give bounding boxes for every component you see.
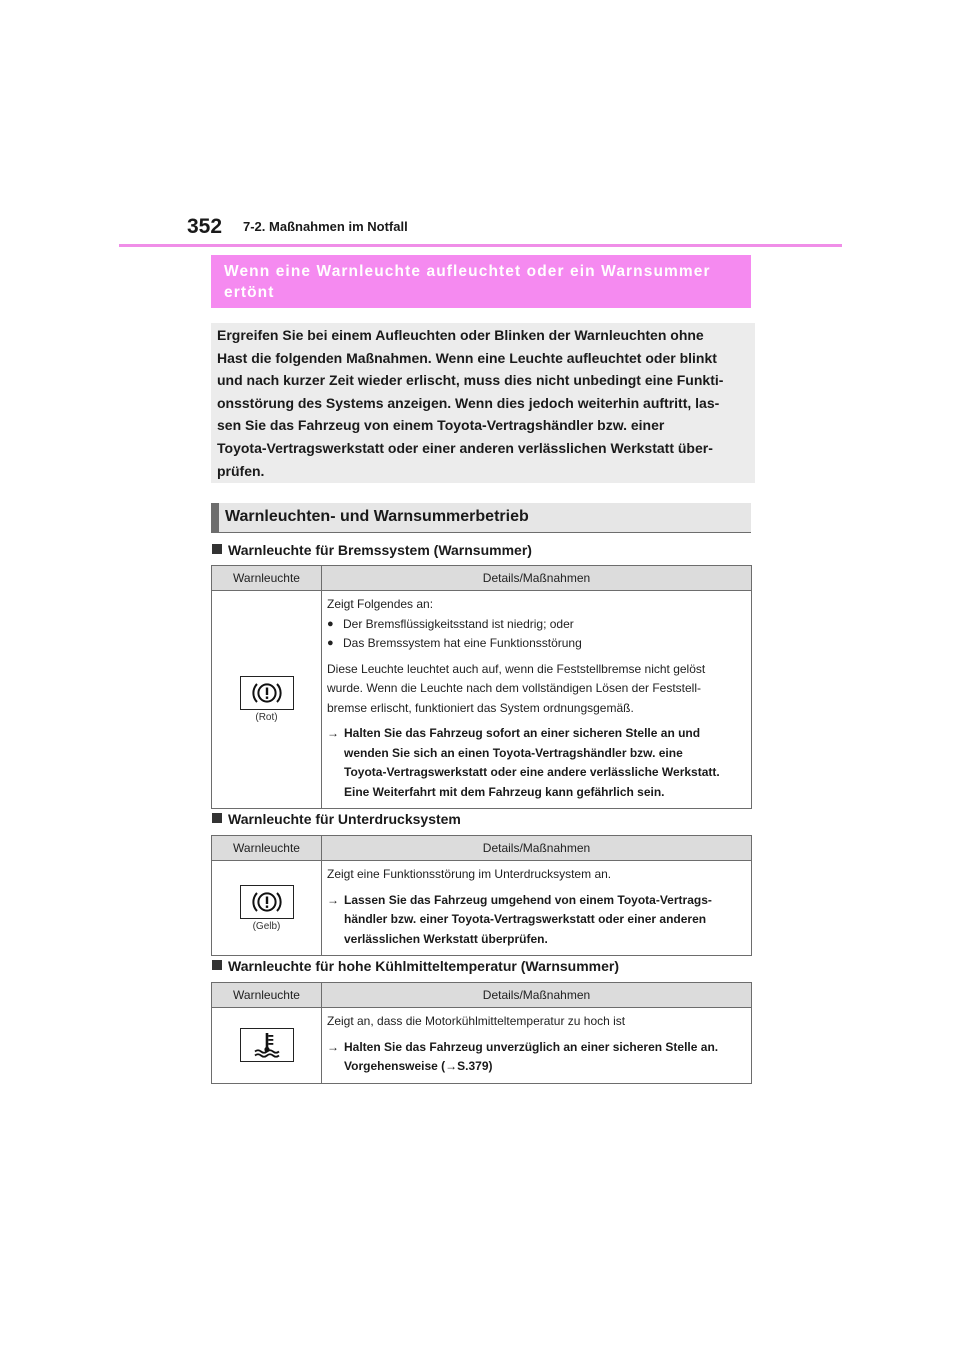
- action-line: wenden Sie sich an einen Toyota-Vertragshändler bzw. eine: [344, 745, 683, 760]
- warning-light-cell: [212, 1008, 322, 1084]
- column-header-warning-light: Warnleuchte: [212, 836, 322, 861]
- arrow-icon: →: [327, 726, 339, 740]
- action-line: → Halten Sie das Fahrzeug unverzüglich an einer sicheren Stelle an.: [327, 1038, 746, 1058]
- brake-warning-table: [211, 565, 752, 809]
- action-line: → Halten Sie das Fahrzeug sofort an einer sicheren Stelle an und: [327, 724, 746, 744]
- details-intro: Zeigt eine Funktionsstörung im Unterdrucksystem an.: [327, 867, 612, 881]
- intro-line: onsstörung des Systems anzeigen. Wenn dies jedoch weiterhin auftritt, las-: [217, 394, 720, 411]
- chapter-banner: [211, 255, 751, 308]
- details-cell: [322, 1008, 752, 1084]
- warning-light-cell: [212, 861, 322, 956]
- intro-line: Toyota-Vertragswerkstatt oder einer anderen verlässlichen Werkstatt über-: [217, 439, 713, 456]
- section-heading-rule: [211, 532, 751, 533]
- icon-color-caption: (Gelb): [252, 920, 281, 932]
- section-reference: 7-2. Maßnahmen im Notfall: [243, 219, 408, 234]
- subheading-brake: [212, 541, 532, 559]
- vacuum-warning-icon: [240, 885, 294, 919]
- column-header-warning-light: Warnleuchte: [212, 983, 322, 1008]
- coolant-warning-table: [211, 982, 752, 1084]
- details-cell: [322, 591, 752, 809]
- action-line: verlässlichen Werkstatt überprüfen.: [344, 931, 548, 946]
- icon-color-caption: (Rot): [255, 712, 278, 723]
- intro-line: Ergreifen Sie bei einem Aufleuchten oder Blinken der Warnleuchten ohne: [217, 327, 704, 343]
- details-text-line: wurde. Wenn die Leuchte nach dem vollständigen Lösen der Feststell-: [327, 681, 701, 695]
- intro-line: Hast die folgenden Maßnahmen. Wenn eine Leuchte aufleuchtet oder blinkt: [217, 349, 717, 366]
- square-bullet-icon: [212, 960, 222, 970]
- subheading-text: Warnleuchte für Bremssystem (Warnsummer): [228, 542, 532, 558]
- bullet-icon: ●: [327, 617, 334, 630]
- details-cell: [322, 861, 752, 956]
- subheading-vacuum: [212, 810, 461, 828]
- banner-line-1: Wenn eine Warnleuchte aufleuchtet oder ein Warnsummer: [224, 263, 711, 280]
- square-bullet-icon: [212, 544, 222, 554]
- intro-line: prüfen.: [217, 462, 265, 479]
- square-bullet-icon: [212, 813, 222, 823]
- section-heading: Warnleuchten- und Warnsummerbetrieb: [211, 503, 751, 532]
- bullet-icon: ●: [327, 637, 334, 649]
- action-line: händler bzw. einer Toyota-Vertragswerkstatt oder einer anderen: [344, 912, 707, 926]
- action-line: Vorgehensweise (→S.379): [344, 1059, 493, 1073]
- intro-line: sen Sie das Fahrzeug von einem Toyota-Vertragshändler bzw. einer: [217, 417, 665, 434]
- details-text-line: Diese Leuchte leuchtet auch auf, wenn die Feststellbremse nicht gelöst: [327, 661, 706, 676]
- column-header-details: Details/Maßnahmen: [322, 566, 752, 591]
- action-line: Eine Weiterfahrt mit dem Fahrzeug kann gefährlich sein.: [344, 784, 665, 799]
- column-header-warning-light: Warnleuchte: [212, 566, 322, 591]
- intro-box: [211, 323, 755, 483]
- column-header-details: Details/Maßnahmen: [322, 836, 752, 861]
- arrow-icon: →: [327, 1039, 339, 1054]
- subheading-text: Warnleuchte für hohe Kühlmitteltemperatur (Warnsummer): [228, 958, 620, 974]
- header-divider: [119, 244, 842, 247]
- banner-line-2: ertönt: [224, 284, 275, 301]
- page-number: 352: [187, 215, 223, 238]
- list-item: ● Das Bremssystem hat eine Funktionsstörung: [327, 634, 746, 654]
- details-intro: Zeigt Folgendes an:: [327, 597, 434, 611]
- coolant-temperature-icon: [240, 1028, 294, 1062]
- intro-line: und nach kurzer Zeit wieder erlischt, muss dies nicht unbedingt eine Funkti-: [217, 372, 724, 389]
- action-line: Toyota-Vertragswerkstatt oder eine andere verlässliche Werkstatt.: [344, 765, 720, 779]
- details-text-line: bremse erlischt, funktioniert das System ordnungsgemäß.: [327, 700, 634, 715]
- warning-light-cell: [212, 591, 322, 809]
- subheading-coolant: [212, 957, 619, 975]
- details-intro: Zeigt an, dass die Motorkühlmitteltemperatur zu hoch ist: [327, 1014, 626, 1028]
- brake-warning-icon: [240, 676, 294, 710]
- action-line: → Lassen Sie das Fahrzeug umgehend von einem Toyota-Vertrags-: [327, 891, 746, 911]
- subheading-text: Warnleuchte für Unterdrucksystem: [228, 811, 461, 827]
- column-header-details: Details/Maßnahmen: [322, 983, 752, 1008]
- arrow-icon: →: [327, 892, 339, 907]
- vacuum-warning-table: [211, 835, 752, 956]
- list-item: ● Der Bremsflüssigkeitsstand ist niedrig; oder: [327, 615, 746, 635]
